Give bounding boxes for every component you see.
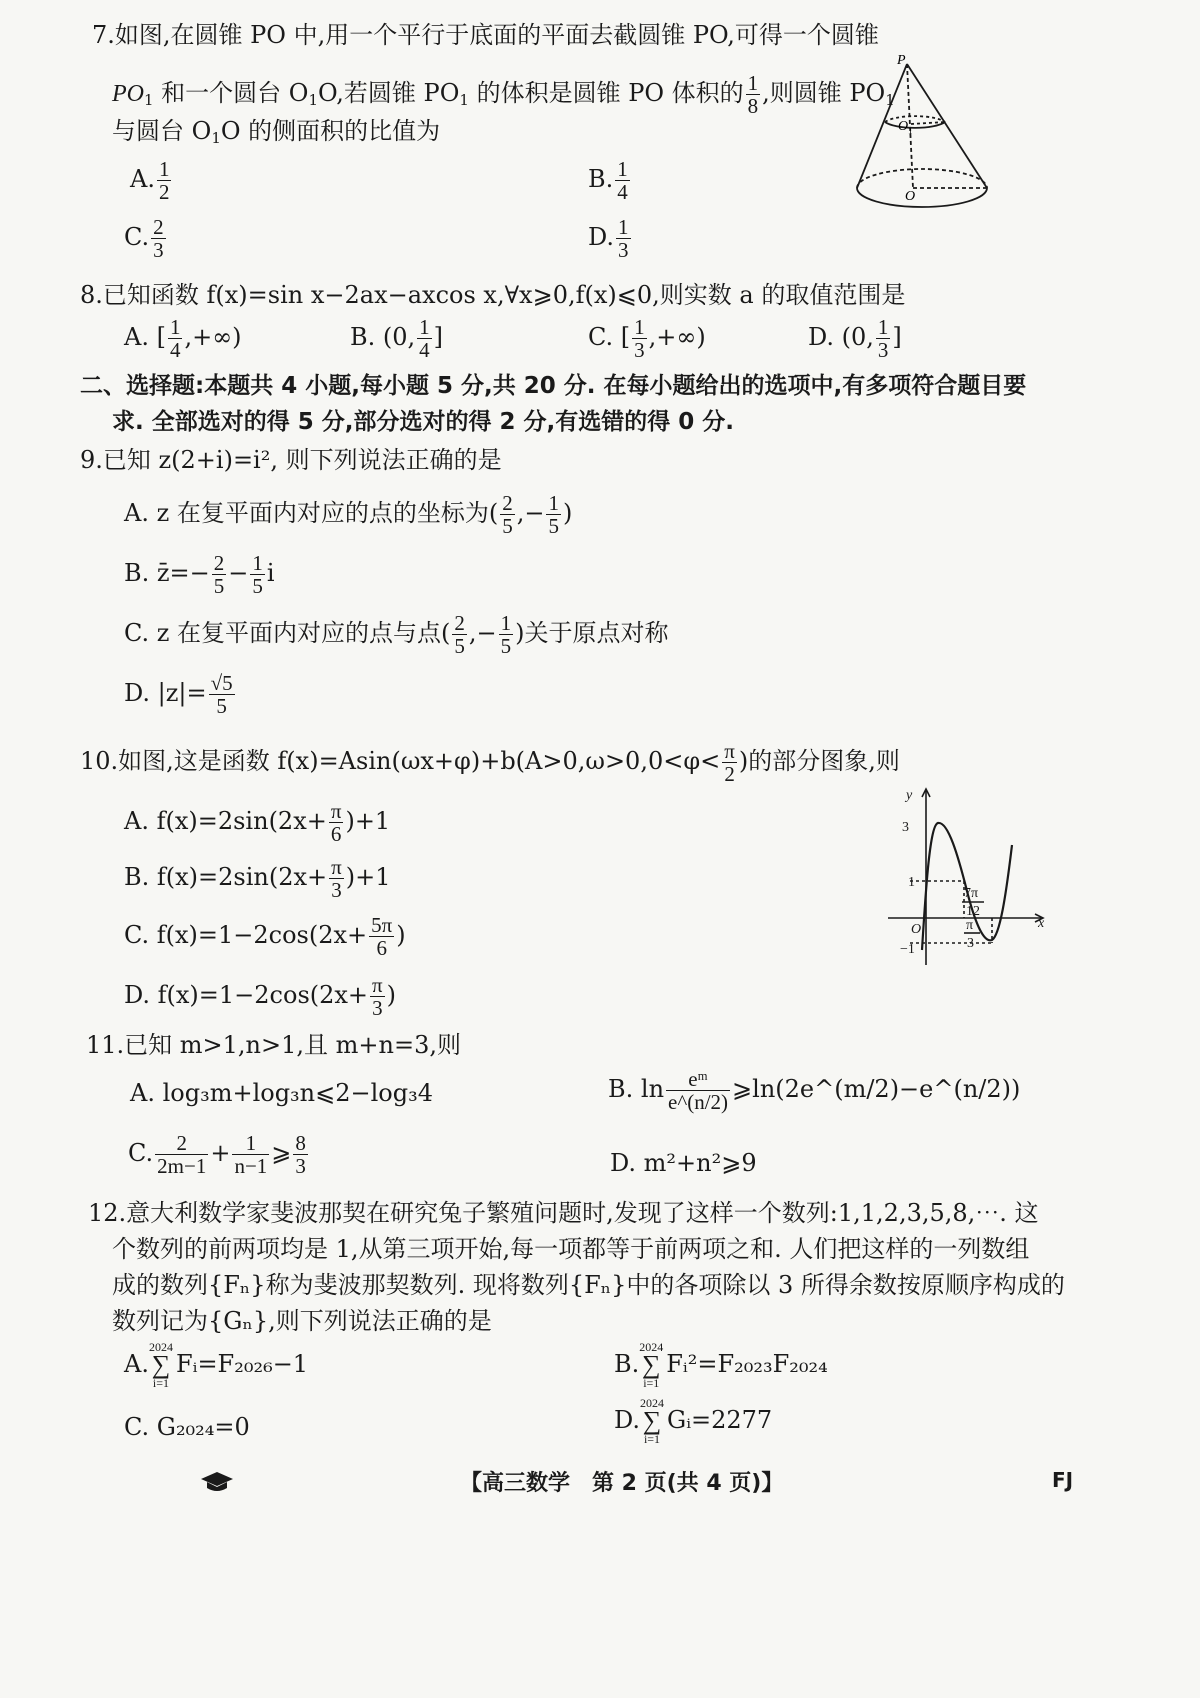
svg-text:y: y — [906, 788, 913, 803]
svg-text:x: x — [1038, 916, 1045, 931]
section2-line2: 求. 全部选对的得 5 分,部分选对的得 2 分,有选错的得 0 分. — [112, 409, 735, 435]
footer-code: FJ — [1052, 1468, 1074, 1492]
section2-line1: 二、选择题:本题共 4 小题,每小题 5 分,共 20 分. 在每小题给出的选项中,有多项符合题目要 — [80, 373, 1027, 399]
q8-option-b: B. (0, $\frac{1}{4}$ ] — [350, 315, 444, 363]
q11-option-c: C. $\frac{2}{2m-1}$ + $\frac{1}{n-1}$ ⩾ $\frac{8}{3}$ — [128, 1131, 306, 1179]
page-footer: 【高三数学 第 2 页(共 4 页)】 — [460, 1471, 784, 1496]
q8-option-a: A. [ $\frac{1}{4}$ ,+∞) — [124, 315, 242, 363]
q12-option-b: B. 2024 ∑ i=1 Fᵢ²=F₂₀₂₃F₂₀₂₄ — [614, 1340, 828, 1391]
q7-option-a: A. $\frac{1}{2}$ — [130, 157, 170, 205]
q12-line3: 成的数列{Fₙ}称为斐波那契数列. 现将数列{Fₙ}中的各项除以 3 所得余数按原顺序构成的 — [112, 1271, 1065, 1299]
svg-text:3: 3 — [902, 820, 909, 835]
sum-symbol: 2024 ∑ i=1 — [148, 1340, 173, 1391]
q7-option-b: B. $\frac{1}{4}$ — [588, 157, 628, 205]
q11-option-b: B. ln $\frac{\text{eᵐ}}{e\^{}(n/2)}$ ⩾ln(2e^(m/2)−e^(n/2)) — [608, 1067, 1021, 1115]
svg-text:π: π — [966, 918, 974, 933]
q10-option-b: B. f(x)=2sin(2x+ $\frac{\pi}{3}$ )+1 — [124, 855, 391, 903]
q7-option-c: C. $\frac{2}{3}$ — [124, 215, 164, 263]
q8-stem: 8.已知函数 f(x)=sin x−2ax−axcos x,∀x⩾0,f(x)⩽0,则实数 a 的取值范围是 — [80, 281, 906, 309]
q9-option-a: A. z 在复平面内对应的点的坐标为( $\frac{2}{5}$ ,− $\frac{1}{5}$ ) — [124, 491, 573, 539]
q7-line1: 7.如图,在圆锥 PO 中,用一个平行于底面的平面去截圆锥 PO,可得一个圆锥 — [92, 21, 879, 49]
q7-option-d: D. $\frac{1}{3}$ — [588, 215, 629, 263]
svg-text:1: 1 — [908, 126, 913, 136]
cone-figure — [845, 50, 1005, 225]
q8-option-c: C. [ $\frac{1}{3}$ ,+∞) — [588, 315, 706, 363]
q10-stem: 10.如图,这是函数 f(x)=Asin(ωx+φ)+b(A>0,ω>0,0<φ< $\frac{\pi}{2}$ )的部分图象,则 — [80, 739, 900, 787]
svg-text:7π: 7π — [964, 886, 979, 901]
q12-option-d: D. 2024 ∑ i=1 Gᵢ=2277 — [614, 1396, 773, 1447]
q7-line3: 与圆台 $O_1O$ 的侧面积的比值为 — [112, 117, 441, 147]
svg-text:O: O — [911, 922, 922, 937]
q10-option-a: A. f(x)=2sin(2x+ $\frac{\pi}{6}$ )+1 — [124, 799, 391, 847]
q12-line2: 个数列的前两项均是 1,从第三项开始,每一项都等于前两项之和. 人们把这样的一列数组 — [112, 1235, 1030, 1263]
svg-text:−1: −1 — [900, 942, 915, 957]
q12-option-a: A. 2024 ∑ i=1 Fᵢ=F₂₀₂₆−1 — [124, 1340, 309, 1391]
q9-option-c: C. z 在复平面内对应的点与点( $\frac{2}{5}$ ,− $\frac{1}{5}$ )关于原点对称 — [124, 611, 669, 659]
sine-graph — [880, 785, 1050, 970]
q9-option-b: B. z̄=− $\frac{2}{5}$ − $\frac{1}{5}$ i — [124, 551, 275, 599]
label-o1: O — [898, 119, 909, 134]
q9-stem: 9.已知 z(2+i)=i², 则下列说法正确的是 — [80, 446, 502, 474]
graduation-cap-icon — [200, 1470, 234, 1494]
q12-line4: 数列记为{Gₙ},则下列说法正确的是 — [112, 1307, 492, 1335]
sum-symbol: 2024 ∑ i=1 — [640, 1396, 665, 1447]
q12-line1: 12.意大利数学家斐波那契在研究兔子繁殖问题时,发现了这样一个数列:1,1,2,3,5,8,⋯. 这 — [88, 1199, 1039, 1227]
q8-option-d: D. (0, $\frac{1}{3}$ ] — [808, 315, 902, 363]
q10-option-c: C. f(x)=1−2cos(2x+ $\frac{5\pi}{6}$ ) — [124, 913, 406, 961]
q12-option-c: C. G₂₀₂₄=0 — [124, 1413, 250, 1441]
label-o: O — [905, 189, 916, 204]
svg-text:3: 3 — [967, 936, 974, 951]
q11-stem: 11.已知 m>1,n>1,且 m+n=3,则 — [86, 1031, 461, 1059]
label-p: P — [897, 53, 906, 68]
q11-option-d: D. m²+n²⩾9 — [610, 1149, 757, 1177]
sum-symbol: 2024 ∑ i=1 — [639, 1340, 664, 1391]
q9-option-d: D. |z|= $\frac{√5}{5}$ — [124, 671, 233, 719]
q10-option-d: D. f(x)=1−2cos(2x+ $\frac{\pi}{3}$ ) — [124, 973, 397, 1021]
svg-text:12: 12 — [966, 904, 980, 919]
q11-option-a: A. log₃m+log₃n⩽2−log₃4 — [130, 1079, 433, 1107]
q7-line2: $PO_1$ 和一个圆台 $O_1O$,若圆锥 $PO_1$ 的体积是圆锥 PO 体积的 $\frac{1}{8}$ ,则圆锥 $PO_1$ — [112, 71, 895, 119]
svg-text:1: 1 — [908, 875, 915, 890]
